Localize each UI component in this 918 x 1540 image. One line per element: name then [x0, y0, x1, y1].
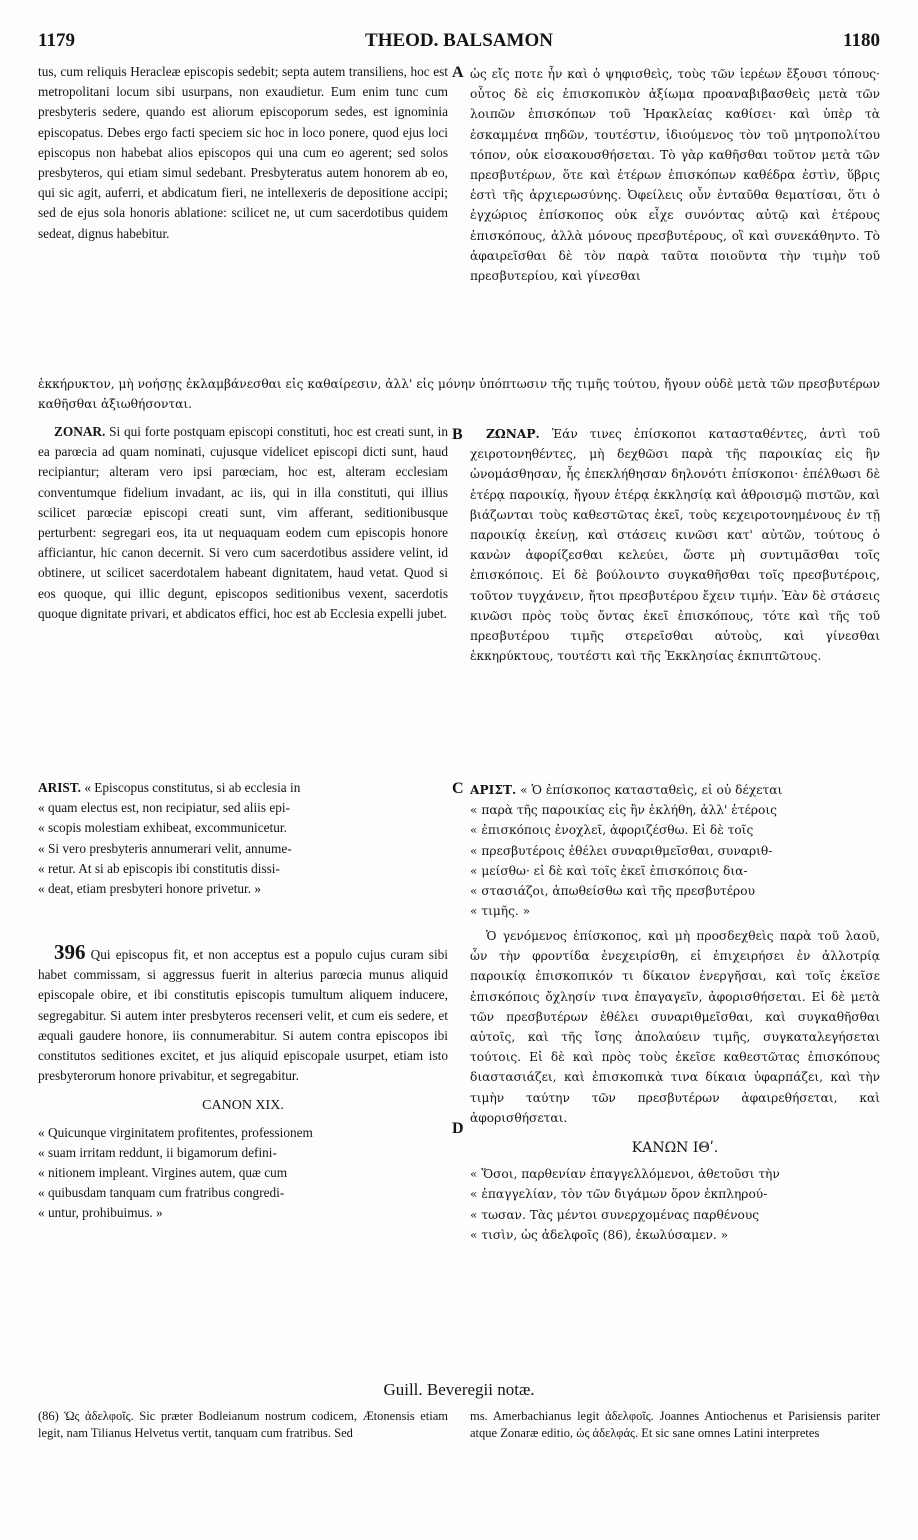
latin-canon-line: « quibusdam tanquam cum fratribus congredi- [38, 1185, 285, 1201]
note-text-right: ms. Amerbachianus legit ἀδελφοῖς. Joannes Antiochenus et Parisiensis pariter atque Zonaræ editio, ὡς ἀδελφάς. Et sic sane omnes Latini interpretes [470, 1409, 880, 1440]
marker-b: B [452, 426, 463, 443]
greek-canon-line: « Ὅσοι, παρθενίαν ἐπαγγελλόμενοι, ἀθετοῦσι τὴν [470, 1167, 780, 1182]
running-title: THEOD. BALSAMON [365, 30, 553, 51]
marker-a: A [452, 64, 464, 81]
latin-text-a: tus, cum reliquis Heracleæ episcopis sedebit; septa autem transiliens, hoc est metropolitani locum sibi usurpans, non exaudietur. Eum enim tunc cum presbyteris sedere, quando est aliorum episcoporum sedes, est ignominia episcopatus. Debes ergo facti speciem sic hoc in loco ponere, quod ejus loci episcopus non habebat alios episcopos qui una cum eo agerent; sed solos presbyteros, qui etiam simul sedebant. Presbyteratus autem honorem ab eo, qui sic agit, auferri, et abdicatum fieri, ne intellexeris de depositione accipi; sed de ejus sola honoris ablatione: scilicet ne, ut cum sacerdotibus quidem sedeat, dignus habebitur. [38, 64, 448, 241]
latin-canon-line: « Quicunque virginitatem profitentes, professionem [38, 1124, 313, 1140]
latin-arist-line: « quam electus est, non recipiatur, sed aliis epi- [38, 800, 291, 816]
marker-d: D [452, 1120, 464, 1137]
greek-arist-line: « τιμῆς. » [470, 904, 531, 919]
latin-arist-line: « deat, etiam presbyteri honore privetur. » [38, 881, 262, 897]
column-number: 396 [54, 940, 86, 964]
greek-section-a [470, 64, 880, 286]
latin-zonar-label: ZONAR. [54, 424, 106, 439]
greek-canon-line: « ἐπαγγελίαν, τὸν τῶν διγάμων ὅρον ἐκπληρού- [470, 1187, 768, 1202]
latin-section-a [38, 62, 448, 244]
latin-arist-line: « retur. At si ab episcopis ibi constitutis dissi- [38, 860, 280, 876]
greek-full-width-line [38, 374, 880, 414]
latin-section-d [38, 942, 448, 1224]
note-text-left: (86) Ὡς ἀδελφοῖς. Sic præter Bodleianum nostrum codicem, Ætonensis etiam legit, nam Tilianus Helvetus vertit, tanquam cum fratribus. Sed [38, 1409, 448, 1440]
greek-arist-line: « στασιάζοι, ἀπωθείσθω καὶ τῆς πρεσβυτέρου [470, 884, 755, 899]
greek-text-a: ὡς εἴς ποτε ἦν καὶ ὁ ψηφισθεὶς, τοὺς τῶν ἱερέων ἔξουσι τόπους· οὗτος δὲ εἰς ἐπισκοπικὸν ἀξίωμα προαναβιβασθεὶς μετὰ τῶν λοιπῶν ἐπισκόπων τοῦ Ἡρακλείας καθίσει· καὶ ὑπὲρ τὰ ἐσκαμμένα πηδῶν, τουτέστιν, ἰδιούμενος τὸν τοῦ μητροπολίτου τόπον, οὐκ εἰσακουσθήσεται. Τὸ γὰρ καθῆσθαι τοῦτον μετὰ τῶν πρεσβυτέρων, ὅτε καὶ ἑτέρων ἐπισκόπων καθέδρα ἐστὶν, ὕβρις ἐστὶ τῆς ἀρχιερωσύνης. Ὀφείλεις οὖν ἐνταῦθα θεματίσαι, ὅτι ὁ ἐγχώριος ἐπίσκοπος οὐκ εἶχε συνόντας αὐτῷ καὶ ἑτέρους ἐπισκόπους, ἀλλὰ μόνους πρεσβυτέρους, οἳ καὶ συνεκάθηντο. Τὸ ἀφαιρεῖσθαι δὲ τὸν παρὰ ταῦτα ποιοῦντα τὴν τιμὴν τοῦ πρεσβυτερίου, καὶ γίνεσθαι [470, 67, 880, 284]
latin-section-b [38, 422, 448, 624]
greek-section-b [470, 424, 880, 666]
greek-arist-line: « Ὁ ἐπίσκοπος κατασταθεὶς, εἰ οὐ δέχεται [520, 783, 783, 797]
note-left-column [38, 1408, 448, 1442]
greek-arist-line: « ἐπισκόποις ἐνοχλεῖ, ἀφοριζέσθω. Εἰ δὲ τοῖς [470, 823, 754, 838]
page-number-left: 1179 [38, 30, 75, 51]
greek-zonar-label: ΖΩΝΑΡ. [486, 427, 540, 441]
latin-canon-line: « untur, prohibuimus. » [38, 1205, 163, 1221]
running-header [38, 30, 880, 54]
latin-canon-title: CANON XIX. [202, 1098, 284, 1114]
latin-canon-line: « nitionem impleant. Virgines autem, quæ cum [38, 1165, 288, 1181]
note-right-column [470, 1408, 880, 1442]
latin-translation-text: Qui episcopus fit, et non acceptus est a populo cujus curam sibi habet commissam, si aggressus fuerit in alterius parœcia munus aliquid episcopale obire, et ibi constitutis episcopis tumultum aliquem inducere, segregabitur. Si autem inter presbyteros recenseri velit, et cum eis sedere, et æquali gaudere honore, iis connumerabitur. Si autem contra episcopos ibi constitutos seditiones excitet, et jus aliquid episcopale usurpet, etiam isto presbyterorum honore privabitur, et segregabitur. [38, 947, 448, 1084]
greek-section-c [470, 780, 880, 921]
latin-arist-line: « Si vero presbyteris annumerari velit, annume- [38, 840, 292, 856]
marker-c: C [452, 780, 464, 797]
latin-arist-line: « Episcopus constitutus, si ab ecclesia in [84, 780, 301, 795]
latin-arist-line: « scopis molestiam exhibeat, excommunicetur. [38, 820, 287, 836]
greek-section-d [470, 926, 880, 1245]
latin-canon-line: « suam irritam reddunt, ii bigamorum defini- [38, 1144, 277, 1160]
greek-canon-line: « τωσαν. Τὰς μέντοι συνερχομένας παρθένους [470, 1207, 760, 1222]
latin-zonar-text: Si qui forte postquam episcopi constituti, hoc est creati sunt, in ea parœcia ad quam nominati, cujusque videlicet episcopi dicti sunt, haud recipiantur; alteram vero ipsi parœciam, hoc est, alteram ecclesiam conventumque fidelium invadant, ac iis, qui in illa constituti, qui illius scilicet parœciæ episcopi creati sunt, vim afferant, seditionibusque perturbent: segregari eos, ita ut nequaquam eodem cum episcopis honore afficiantur, hic canon decernit. Si vero cum sacerdotibus assidere velint, id obtinere, ut scilicet sacerdotalem habeant dignitatem, haud vetat. Quod si eos quoque, qui illic degunt, episcopos seditionibus vexent, sacerdotis quoque dignitate privari, et abdicatos effici, hoc est ab Ecclesia expelli jubet. [38, 424, 448, 621]
greek-arist-line: « μείσθω· εἰ δὲ καὶ τοῖς ἐκεῖ ἐπισκόποις δια- [470, 863, 748, 878]
greek-arist-label: ΑΡΙΣΤ. [470, 783, 517, 797]
latin-arist-label: ARIST. [38, 780, 81, 795]
page-number-right: 1180 [843, 30, 880, 51]
greek-arist-line: « παρὰ τῆς παροικίας εἰς ἣν ἐκλήθη, ἀλλ' ἑτέροις [470, 803, 777, 818]
greek-aristenus-text: Ὁ γενόμενος ἐπίσκοπος, καὶ μὴ προσδεχθεὶς παρὰ τοῦ λαοῦ, ὧν τὴν φροντίδα ἐνεχειρίσθη, εἰ ἐπιχειρήσει ἐν ἀλλοτρίᾳ παροικίᾳ ἐπισκοπικόν τι δίκαιον ἐνεργῆσαι, καὶ τοῖς ἐκεῖσε ἐπισκόποις ὄχλησίν τινα ἐπαγαγεῖν, ἀφορισθήσεται. Εἰ δὲ μετὰ τῶν πρεσβυτέρων ἐθέλει συναριθμεῖσθαι, καὶ συγκαθῆσθαι αὐτοῖς, καὶ τῆς ἴσης ἀπολαύειν τιμῆς, συγκαταλεγήσεται τούτοις. Εἰ δὲ καὶ πρὸς τοὺς ἐκεῖσε καθεστῶτας ἐπισκόπους διαστασιάζει, καὶ ἐπισκοπικὰ τινα δίκαια ὑφαρπάζει, καὶ τὴν τιμὴν ταύτην τῶν πρεσβυτέρων ἀφαιρεθήσεται, καὶ ἀφορισθήσεται. [470, 929, 880, 1125]
greek-arist-line: « πρεσβυτέροις ἐθέλει συναριθμεῖσθαι, συναριθ- [470, 843, 773, 858]
greek-canon-line: « τισὶν, ὡς ἀδελφοῖς (86), ἐκωλύσαμεν. » [470, 1227, 729, 1242]
greek-zonar-text: Ἐάν τινες ἐπίσκοποι κατασταθέντες, ἀντὶ τοῦ χειροτονηθέντες, μὴ δεχθῶσι παρὰ τῆς παροικίας εἰς ἣν ὠνομάσθησαν, ἧς ἐπεκλήθησαν δηλονότι ἐπίσκοποι· ἐπέλθωσι δὲ ἑτέρᾳ παροικίᾳ, ἤγουν ἑτέρᾳ ἐκκλησίᾳ καὶ ἀθροισμῷ πιστῶν, καὶ βιάζωνται τοὺς καθεστῶτας ἐκεῖ, τοὺς κεχειροτονημένους ἐν τῇ παροικίᾳ ἐκείνῃ, καὶ στάσεις κινῶσι κατ' αὐτῶν, τούτους ὁ κανὼν ἀφορίζεσθαι κελεύει, ὥστε μὴ συντιμᾶσθαι τοῖς ἐπισκόποις. Εἰ δὲ βούλοιντο συγκαθῆσθαι τοῖς πρεσβυτέροις, τοῦτον τυγχάνειν, ἤτοι πρεσβυτέρου ἔχειν τιμήν. Ἐὰν δὲ στάσεις κινῶσι πρὸς τοὺς ὄντας ἐκεῖ ἐπισκόπους, τότε καὶ τῆς τοῦ πρεσβυτέρου τιμῆς στερεῖσθαι αὐτοὺς, καὶ γίνεσθαι ἐκκηρύκτους, τουτέστι καὶ τῆς Ἐκκλησίας ἐκπιπτῶτους. [470, 427, 881, 664]
notes-title: Guill. Beveregii notæ. [383, 1380, 535, 1399]
greek-canon-title: ΚΑΝΩΝ ΙΘʹ. [631, 1140, 719, 1157]
greek-full-text: ἐκκήρυκτον, μὴ νοήσῃς ἐκλαμβάνεσθαι εἰς καθαίρεσιν, ἀλλ' εἰς μόνην ὑπόπτωσιν τῆς τιμῆς τούτου, ἤγουν οὐδὲ μετὰ τῶν πρεσβυτέρων καθῆσθαι ἀξιωθήσονται. [38, 377, 880, 412]
latin-section-c [38, 778, 448, 899]
